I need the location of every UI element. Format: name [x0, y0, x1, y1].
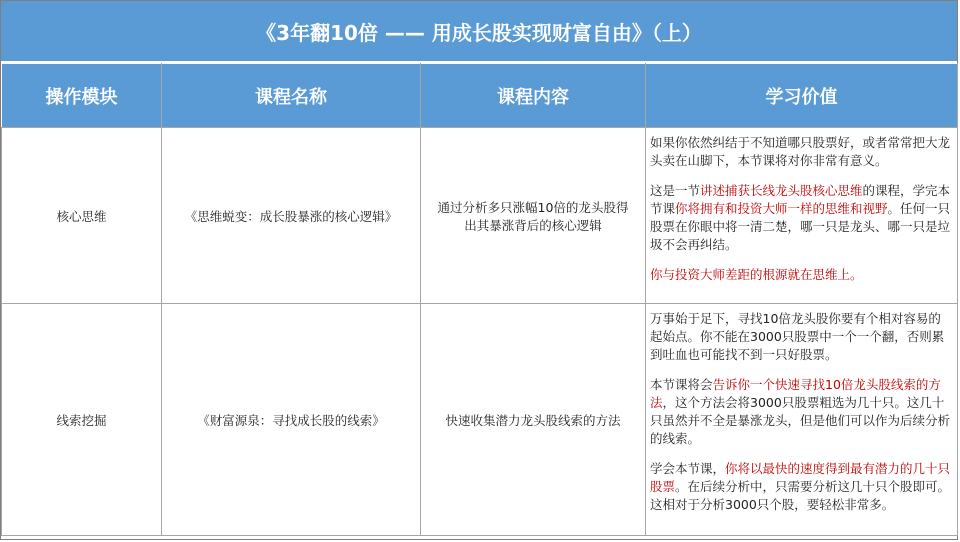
value-paragraph-highlight: 你与投资大师差距的根源就在思维上。	[650, 267, 863, 282]
course-content-text: 快速收集潜力龙头股线索的方法	[445, 412, 621, 428]
value-paragraph: 万事始于足下，寻找10倍龙头股你要有个相对容易的起始点。你不能在3000只股票中一个一个翻，否则累到吐血也可能找不到一只好股票。	[650, 311, 945, 362]
highlight-text: 你将拥有和投资大师一样的思维和视野	[675, 201, 888, 216]
header-course-name: 课程名称	[162, 64, 421, 128]
value-text: 。任何一只股票在你眼中将一清二楚，哪一只是龙头、哪一只是垃圾不会再纠结。	[650, 201, 951, 252]
learning-value-cell	[646, 128, 958, 304]
header-row	[2, 64, 958, 128]
value-text: 这是一节	[650, 183, 701, 198]
course-name-cell: 《思维蜕变：成长股暴涨的核心逻辑》	[162, 128, 421, 304]
header-module: 操作模块	[2, 64, 162, 128]
course-table	[1, 63, 958, 536]
course-name-cell: 《财富源泉：寻找成长股的线索》	[162, 304, 421, 536]
header-learning-value: 学习价值	[646, 64, 958, 128]
table-row	[2, 128, 958, 304]
value-paragraph	[650, 376, 953, 448]
module-cell: 核心思维	[2, 128, 162, 304]
course-content-cell	[421, 128, 646, 304]
table-row	[2, 304, 958, 536]
value-paragraph	[650, 460, 953, 514]
header-course-content: 课程内容	[421, 64, 646, 128]
value-paragraph	[650, 182, 953, 254]
value-text: 本节课将会	[650, 377, 713, 392]
course-content-cell	[421, 304, 646, 536]
table-title: 《3年翻10倍 —— 用成长股实现财富自由》（上）	[1, 1, 957, 63]
highlight-text: 你将以最快的速度得到最有潜力的几十只股票	[650, 461, 951, 494]
value-text: 。在后续分析中，只需要分析这几十只个股即可。这相对于分析3000只个股，要轻松非常多。	[650, 479, 951, 512]
learning-value-cell	[646, 304, 958, 536]
highlight-text: 讲述捕获长线龙头股核心思维	[700, 183, 863, 198]
value-text: ，这个方法会将3000只股票粗选为几十只。这几十只虽然并不全是暴涨龙头，但是他们可以作为后续分析的线索。	[650, 395, 951, 446]
module-cell: 线索挖掘	[2, 304, 162, 536]
value-text: 学会本节课，	[650, 461, 726, 476]
highlight-text: 告诉你一个快速寻找10倍龙头股线索的方法	[650, 377, 941, 410]
course-content-text: 通过分析多只涨幅10倍的龙头股得出其暴涨背后的核心逻辑	[437, 199, 629, 233]
value-text: 的课程，学完本节课	[650, 183, 951, 216]
value-paragraph: 如果你依然纠结于不知道哪只股票好，或者常常把大龙头卖在山脚下，本节课将对你非常有意义。	[650, 135, 951, 168]
